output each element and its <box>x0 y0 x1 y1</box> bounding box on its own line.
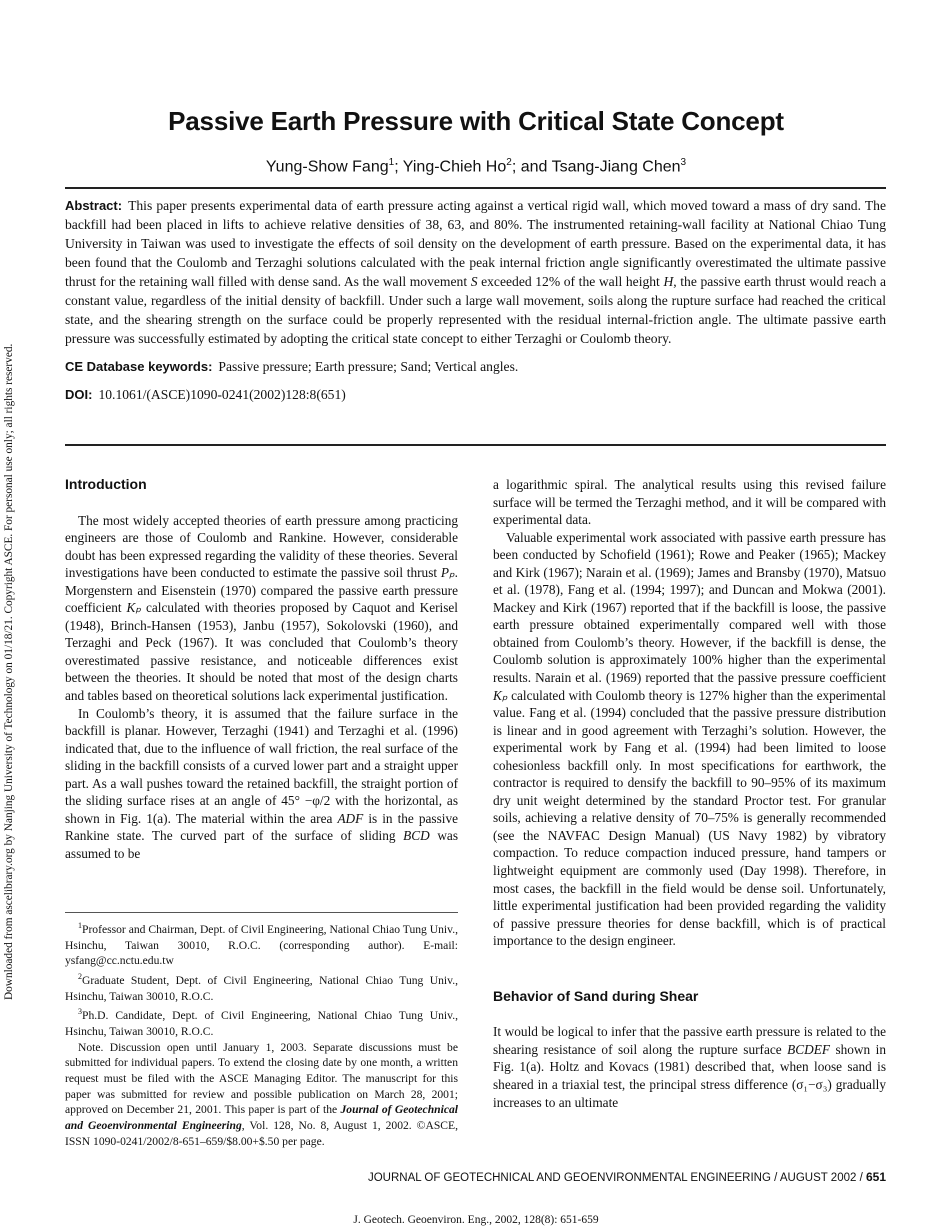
italic-symbol: Pₚ <box>440 565 455 581</box>
introduction-body-continued <box>493 476 886 950</box>
doi <box>65 385 886 404</box>
note-text: Note. Discussion open until January 1, 2003. Separate discussions must be submitted for individual papers. To extend the closing date by one month, a written request must be filed with the ASCE Managing Editor. The manuscript for this paper was submitted for review and possible publication on March 28, 2001; approved on December 21, 2001. This paper is part of the <box>65 1040 458 1117</box>
paper-title: Passive Earth Pressure with Critical State Concept <box>168 106 784 136</box>
note-text-end: , Vol. 128, No. 8, August 1, 2002. ©ASCE, ISSN 1090-0241/2002/8-651–659/$8.00+$.50 per page. <box>65 1119 459 1148</box>
italic-symbol: BCDEF <box>787 1041 830 1057</box>
author-separator: ; and <box>511 158 552 176</box>
footer-journal: JOURNAL OF GEOTECHNICAL AND GEOENVIRONMENTAL ENGINEERING / AUGUST 2002 / <box>367 1172 866 1184</box>
footnote <box>65 969 458 1004</box>
italic-symbol: BCD <box>403 828 430 844</box>
italic-symbol: H <box>663 274 674 289</box>
italic-symbol: Kₚ <box>493 687 508 703</box>
right-column <box>493 476 886 1111</box>
author-name: Tsang-Jiang Chen <box>551 158 681 176</box>
footnote-mark: 1 <box>78 921 82 930</box>
text-run: In Coulomb’s theory, it is assumed that the failure surface in the backfill is planar. However, Terzaghi (1941) and Terzaghi et al. (1996) indicated that, due to the influence of wall friction, the real surface of the sliding in the backfill consists of a curved lower part and a straight upper part. As a wall pushes toward the retained backfill, the straight portion of the sliding surface rises at an angle of 45° −φ/2 with the horizontal, as shown in Fig. 1(a). The material within the area <box>65 705 458 826</box>
abstract-block <box>65 196 886 413</box>
text-run: This paper presents experimental data of earth pressure acting against a vertical rigid wall, which moved toward a mass of dry sand. The backfill had been placed in lifts to achieve relative densities of 38, 63, and 80%. The instrumented retaining-wall facility at National Chiao Tung University in Taiwan was used to investigate the effects of soil density on the development of earth pressure. Based on the experimental data, it has been found that the Coulomb and Terzaghi solutions calculated with the peak internal friction angle significantly overestimated the ultimate passive thrust for the retaining wall filled with dense sand. As the wall movement <box>65 198 886 289</box>
text-run: calculated with theories proposed by Caquot and Kerisel (1948), Brinch-Hansen (1953), Janbu (1957), Sokolovski (1960), and Terzaghi and Peck (1967). It was concluded that Coulomb’s theory overestimated passive resistance, and noticeable differences exist between the theories. It should be noted that most of the design charts and tables based on theoretical solutions lack experimental justification. <box>65 600 458 704</box>
footnote <box>65 1004 458 1039</box>
introduction-body <box>65 512 458 863</box>
page-number: 651 <box>865 1170 886 1184</box>
footnote-text: Professor and Chairman, Dept. of Civil Engineering, National Chiao Tung Univ., Hsinchu, Taiwan 30010, R.O.C. (corresponding author). E-mail: ysfang@cc.nctu.edu.tw <box>65 922 458 968</box>
section-heading-introduction: Introduction <box>65 476 147 492</box>
abstract-text <box>65 198 886 346</box>
paragraph <box>493 1023 886 1111</box>
paragraph <box>65 512 458 705</box>
text-run: , the passive earth thrust would reach a constant value, regardless of the initial density of backfill. Under such a large wall movement, soils along the rupture surface had reached the critical state, and the shearing strength on the surface could be properly represented with the residual internal-friction angle. The ultimate passive earth pressure was successfully estimated by adopting the critical state concept to either Terzaghi or Coulomb theory. <box>65 274 887 346</box>
author-affil-mark: 1 <box>388 157 395 168</box>
text-run: Valuable experimental work associated with passive earth pressure has been conducted by Schofield (1961); Rowe and Peaker (1965); Mackey and Kirk (1967); Narain et al. (1969); James and Bransby (1970), Matsuo et al. (1978), Fang et al. (1994; 1997); and Duncan and Mokwa (2001). Mackey and Kirk (1967) reported that if the backfill is loose, the passive earth pressure obtained experimentally compared well with those obtained from Coulomb’s theory. However, if the backfill is dense, the Coulomb solution is approximately 100% higher than the experimental results. Narain et al. (1969) reported that the passive pressure coefficient <box>493 529 886 686</box>
footnote-mark: 2 <box>78 971 82 981</box>
author-separator: ; <box>394 158 403 176</box>
abstract-label: Abstract: <box>65 198 123 213</box>
footnote-mark: 3 <box>78 1007 82 1017</box>
author-name: Ying-Chieh Ho <box>402 158 507 176</box>
publication-note <box>65 1040 458 1150</box>
italic-symbol: ADF <box>337 810 364 826</box>
text-run: . Morgenstern and Eisenstein (1970) compared the passive earth pressure coefficient <box>65 565 458 616</box>
author-list <box>0 157 952 176</box>
text-run: was assumed to be <box>65 828 458 861</box>
citation-line: J. Geotech. Geoenviron. Eng., 2002, 128(8): 651-659 <box>353 1214 599 1226</box>
abstract-bottom-rule <box>65 444 886 446</box>
doi-label: DOI: <box>65 387 93 402</box>
keywords-label: CE Database keywords: <box>65 359 213 374</box>
keywords-text: Passive pressure; Earth pressure; Sand; Vertical angles. <box>218 359 519 374</box>
text-run: calculated with Coulomb theory is 127% higher than the experimental value. Fang et al. (1994) concluded that the passive pressure distribution is linear and in good agreement with Terzaghi’s solution. However, the experimental work by Fang et al. (1994) had been limited to loose cohesionless backfill only. In most specifications for earthwork, the contractor is required to densify the backfill to 90–95% of its maximum dry unit weight determined by the standard Proctor test. For granular soils, achieving a relative density of 70–75% is generally recommended (see the NAVFAC Design Manual) (US Navy 1982) by vibratory compaction. To reduce compaction induced pressure, hand tampers or lightweight equipment are commonly used (Day 1998). Therefore, in most cases, the backfill in the field would be dense soil. Unfortunately, little experimental justification had been provided regarding the validity of passive pressure theories for dense backfill, which is of practical importance to the design engineer. <box>493 687 886 949</box>
download-notice: Downloaded from ascelibrary.org by Nanjing University of Technology on 01/18/21. Copyright ASCE. For personal use only; all rights reserved. <box>3 343 15 1000</box>
italic-symbol: Kₚ <box>126 600 142 616</box>
section-heading-behavior-of-sand: Behavior of Sand during Shear <box>493 987 699 1004</box>
author-name: Yung-Show Fang <box>265 158 389 176</box>
paragraph <box>493 529 886 950</box>
footnote <box>65 918 458 969</box>
doi-text[interactable]: 10.1061/(ASCE)1090-0241(2002)128:8(651) <box>98 387 346 402</box>
journal-name: Journal of Geotechnical and Geoenvironmental Engineering <box>65 1103 458 1133</box>
footnote-text: Graduate Student, Dept. of Civil Engineering, National Chiao Tung Univ., Hsinchu, Taiwan 30010, R.O.C. <box>65 973 458 1003</box>
text-run: is in the passive Rankine state. The curved part of the surface of sliding <box>65 810 458 844</box>
abstract <box>65 196 886 348</box>
footnotes <box>65 918 458 1149</box>
text-run: It would be logical to infer that the passive earth pressure is related to the shearing resistance of soil along the rupture surface <box>493 1024 886 1057</box>
author-affil-mark: 3 <box>680 157 687 168</box>
text-run: a logarithmic spiral. The analytical results using this revised failure surface will be termed the Terzaghi method, and it will be compared with experimental data. <box>493 477 886 528</box>
keywords <box>65 357 886 376</box>
text-run: shown in Fig. 1(a). Holtz and Kovacs (1981) described that, when loose sand is sheared in a triaxial test, the principal stress difference (σ₁−σ₃) gradually increases to an ultimate <box>493 1041 887 1110</box>
paragraph <box>65 705 458 863</box>
text-run: The most widely accepted theories of earth pressure among practicing engineers are those of Coulomb and Rankine. However, considerable doubt has been expressed regarding the validity of these theories. Several investigations have been conducted to estimate the passive soil thrust <box>65 512 458 581</box>
paragraph <box>493 476 886 529</box>
author-affil-mark: 2 <box>506 157 512 168</box>
italic-symbol: S <box>470 274 478 289</box>
behavior-of-sand-body <box>493 1023 886 1111</box>
footnote-rule <box>65 912 458 913</box>
text-run: exceeded 12% of the wall height <box>477 274 664 289</box>
page-footer <box>368 1170 886 1184</box>
top-rule <box>65 187 886 189</box>
footnote-text: Ph.D. Candidate, Dept. of Civil Engineering, National Chiao Tung Univ., Hsinchu, Taiwan 30010, R.O.C. <box>65 1009 458 1038</box>
left-column <box>65 476 458 862</box>
